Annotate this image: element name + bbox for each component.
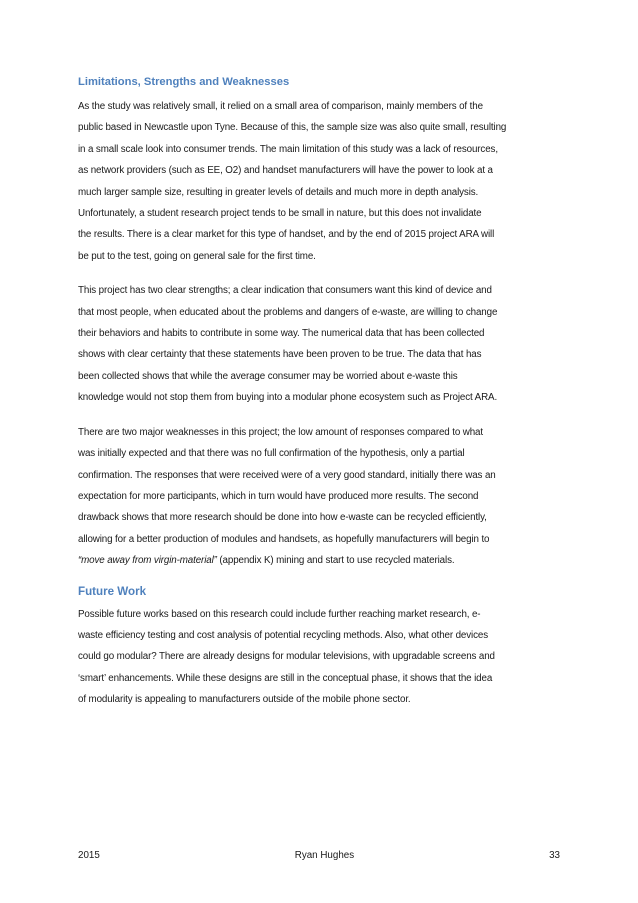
paragraph-future-work [78, 604, 560, 711]
quote-continuation: (appendix K) mining and start to use recycled materials. [216, 555, 455, 567]
quote-text: “move away from virgin-material” [78, 555, 217, 567]
text-line: the results. There is a clear market for this type of handset, and by the end of 2015 project ARA will [78, 229, 495, 241]
text-line: ‘smart’ enhancements. While these designs are still in the conceptual phase, it shows that the idea [78, 672, 493, 684]
paragraph-strengths [78, 280, 560, 408]
text-line [78, 550, 560, 571]
paragraph-weaknesses [78, 422, 560, 572]
page-footer [78, 850, 560, 861]
text-line: that most people, when educated about the problems and dangers of e-waste, are willing to change [78, 306, 498, 318]
text-line: waste efficiency testing and cost analysis of potential recycling methods. Also, what other devices [78, 629, 488, 641]
footer-year: 2015 [78, 850, 100, 861]
text-line: been collected shows that while the average consumer may be worried about e-waste this [78, 370, 458, 382]
section-heading-future-work: Future Work [78, 584, 147, 598]
text-line: was initially expected and that there was no full confirmation of the hypothesis, only a partial [78, 448, 465, 460]
text-line: as network providers (such as EE, O2) and handset manufacturers will have the power to look at a [78, 165, 493, 177]
page-content [78, 76, 560, 724]
text-line: expectation for more participants, which in turn would have produced more results. The second [78, 490, 479, 502]
text-line: public based in Newcastle upon Tyne. Because of this, the sample size was also quite small, resulting [78, 122, 507, 134]
text-line: in a small scale look into consumer trends. The main limitation of this study was a lack of resources, [78, 143, 498, 155]
section-heading-limitations: Limitations, Strengths and Weaknesses [78, 76, 290, 88]
text-line: As the study was relatively small, it relied on a small area of comparison, mainly members of the [78, 101, 483, 112]
text-line: be put to the test, going on general sale for the first time. [78, 250, 316, 262]
footer-author: Ryan Hughes [294, 850, 355, 861]
footer-page-number: 33 [549, 850, 560, 861]
text-line: Possible future works based on this research could include further reaching market research, e- [78, 608, 481, 620]
text-line: could go modular? There are already designs for modular televisions, with upgradable screens and [78, 651, 495, 663]
paragraph-limitations [78, 96, 560, 267]
text-line: drawback shows that more research should be done into how e-waste can be recycled efficiently, [78, 512, 487, 524]
text-line: allowing for a better production of modules and handsets, as hopefully manufacturers will begin to [78, 533, 490, 545]
text-line: their behaviors and habits to contribute in some way. The numerical data that has been collected [78, 328, 485, 340]
text-line: Unfortunately, a student research project tends to be small in nature, but this does not invalidate [78, 208, 482, 220]
text-line: shows with clear certainty that these statements have been proven to be true. The data that has [78, 349, 482, 361]
text-line: There are two major weaknesses in this project; the low amount of responses compared to what [78, 426, 483, 438]
text-line: This project has two clear strengths; a clear indication that consumers want this kind of device and [78, 285, 492, 297]
text-line: confirmation. The responses that were received were of a very good standard, initially there was an [78, 469, 496, 481]
text-line: much larger sample size, resulting in greater levels of details and much more in depth analysis. [78, 186, 479, 198]
text-line: of modularity is appealing to manufacturers outside of the mobile phone sector. [78, 694, 411, 706]
text-line: knowledge would not stop them from buying into a modular phone ecosystem such as Project ARA. [78, 392, 498, 404]
